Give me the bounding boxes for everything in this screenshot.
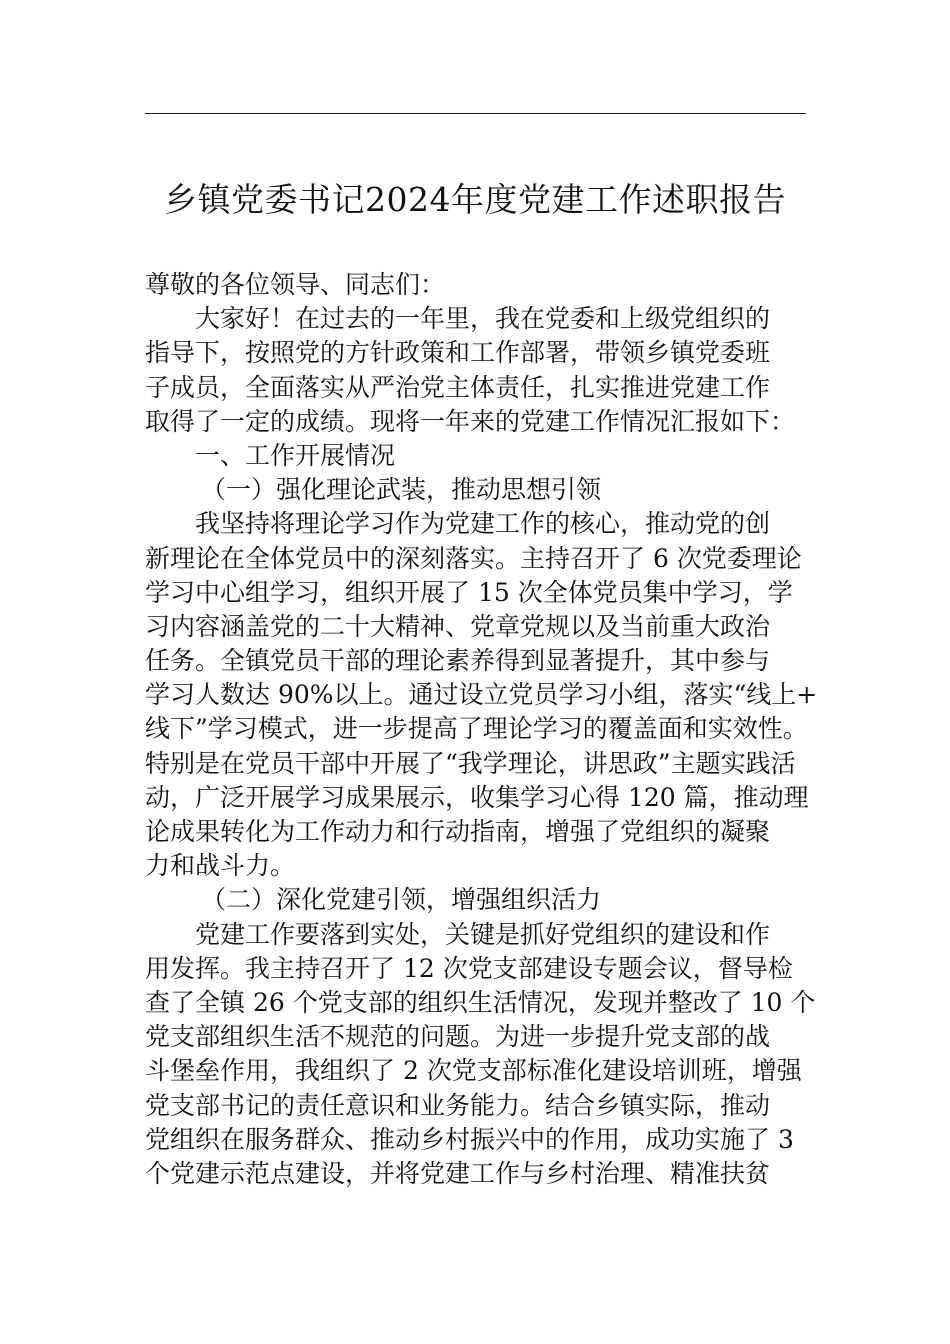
body-line: 个党建示范点建设，并将党建工作与乡村治理、精准扶贫 xyxy=(145,1158,771,1188)
body-line: 党组织在服务群众、推动乡村振兴中的作用，成功实施了 3 xyxy=(145,1124,794,1154)
body-line: 子成员，全面落实从严治党主体责任，扎实推进党建工作 xyxy=(145,372,771,402)
header-rule xyxy=(145,113,806,114)
body-line: 论成果转化为工作动力和行动指南，增强了党组织的凝聚 xyxy=(145,817,771,846)
body-line: 任务。全镇党员干部的理论素养得到显著提升，其中参与 xyxy=(145,646,771,676)
body-line: 学习人数达 90%以上。通过设立党员学习小组，落实“线上+ xyxy=(145,680,818,710)
body-line: 我坚持将理论学习作为党建工作的核心，推动党的创 xyxy=(195,509,771,539)
body-line: （一）强化理论武装，推动思想引领 xyxy=(201,475,602,505)
body-line: 用发挥。我主持召开了 12 次党支部建设专题会议，督导检 xyxy=(145,953,793,983)
body-line: 特别是在党员干部中开展了“我学理论，讲思政”主题实践活 xyxy=(145,748,796,778)
body-line: （二）深化党建引领，增强组织活力 xyxy=(201,885,602,915)
body-line: 大家好！在过去的一年里，我在党委和上级党组织的 xyxy=(195,304,771,334)
document-title: 乡镇党委书记2024年度党建工作述职报告 xyxy=(164,180,786,219)
body-line: 学习中心组学习，组织开展了 15 次全体党员集中学习，学 xyxy=(145,577,793,607)
body-line: 一、工作开展情况 xyxy=(195,440,396,470)
body-line: 线下”学习模式，进一步提高了理论学习的覆盖面和实效性。 xyxy=(145,714,808,744)
body-line: 党建工作要落到实处，关键是抓好党组织的建设和作 xyxy=(195,919,771,949)
body-line: 指导下，按照党的方针政策和工作部署，带领乡镇党委班 xyxy=(145,338,771,368)
body-line: 新理论在全体党员中的深刻落实。主持召开了 6 次党委理论 xyxy=(145,543,802,573)
body-line: 尊敬的各位领导、同志们： xyxy=(145,270,446,299)
document-body xyxy=(145,268,818,1191)
body-line: 斗堡垒作用，我组织了 2 次党支部标准化建设培训班，增强 xyxy=(145,1056,802,1086)
body-line: 党支部组织生活不规范的问题。为进一步提升党支部的战 xyxy=(145,1022,771,1052)
body-line: 党支部书记的责任意识和业务能力。结合乡镇实际，推动 xyxy=(145,1090,771,1120)
body-line: 动，广泛开展学习成果展示，收集学习心得 120 篇，推动理 xyxy=(145,782,809,812)
body-line: 习内容涵盖党的二十大精神、党章党规以及当前重大政治 xyxy=(145,611,771,641)
body-line: 查了全镇 26 个党支部的组织生活情况，发现并整改了 10 个 xyxy=(145,987,816,1017)
body-line: 力和战斗力。 xyxy=(145,851,296,881)
body-line: 取得了一定的成绩。现将一年来的党建工作情况汇报如下： xyxy=(145,406,796,436)
